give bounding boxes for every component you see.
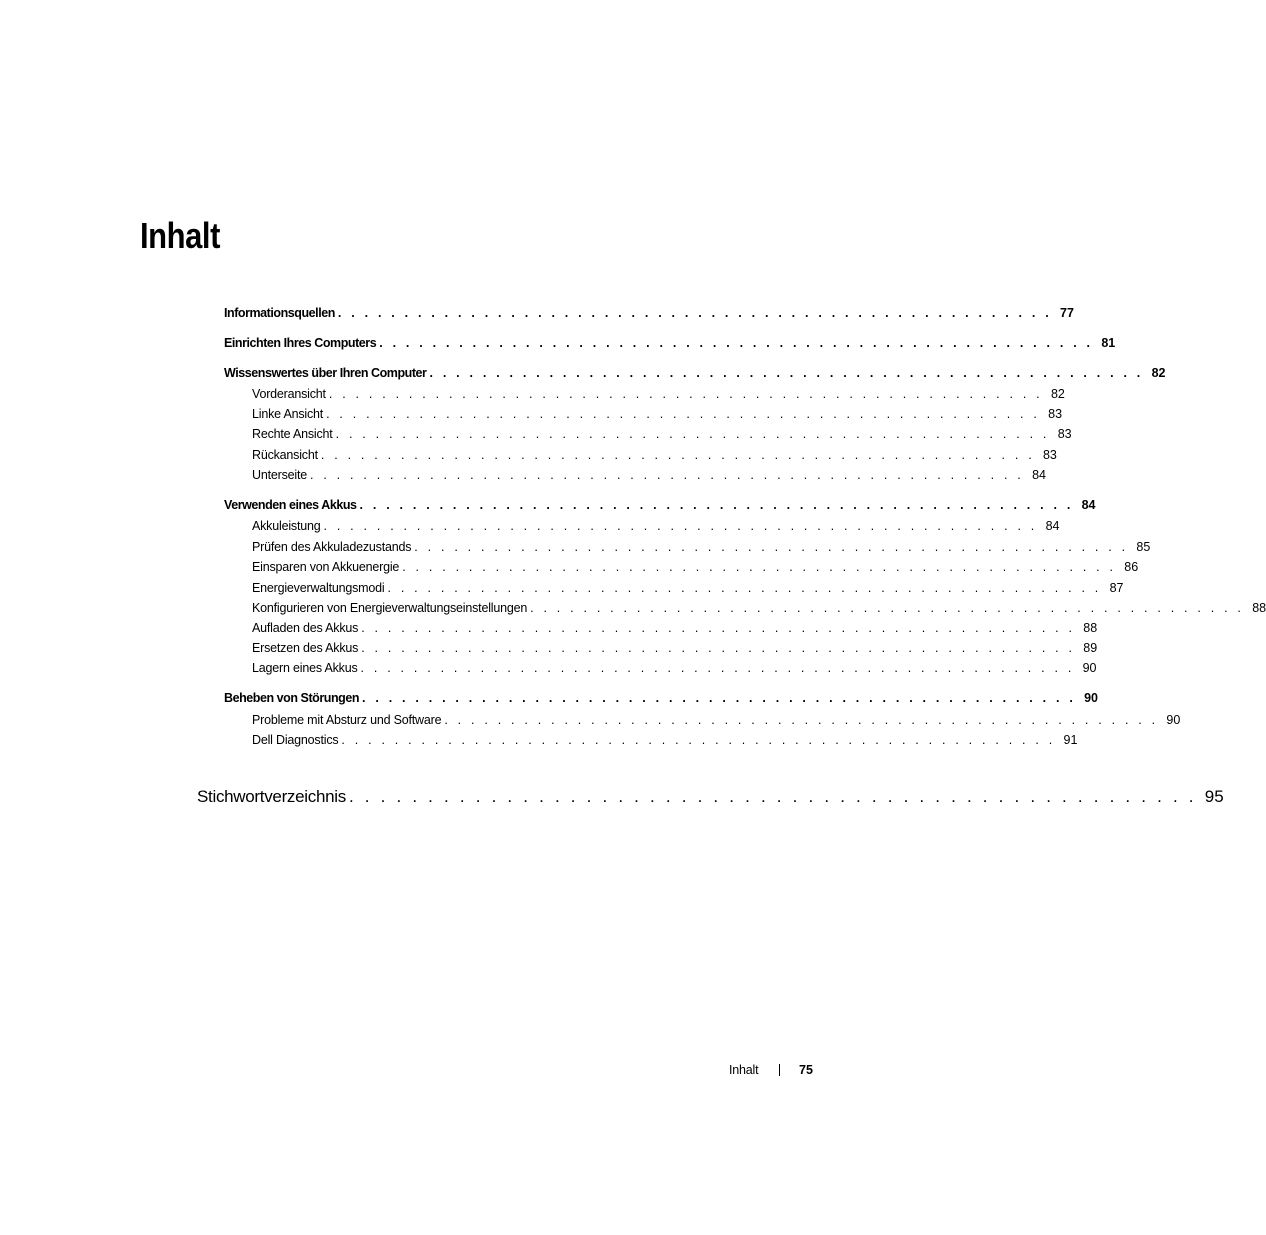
toc-entry-page-number: 84 — [1032, 468, 1046, 482]
dot-leader: . . . . . . . . . . . . . . . . . . . . . . . . . . . . . . . . . . . . . . . . . . . . . . . . . . . . . . — [530, 601, 1245, 615]
page-title: Inhalt — [140, 215, 220, 256]
toc-entry-page-number: 83 — [1048, 407, 1063, 421]
toc-entry-label: Beheben von Störungen — [224, 691, 360, 705]
toc-entry-label: Probleme mit Absturz und Software — [252, 713, 442, 727]
dot-leader: . . . . . . . . . . . . . . . . . . . . . . . . . . . . . . . . . . . . . . . . . . . . . . . . . . . . . . — [379, 336, 1094, 350]
toc-entry-page-number: 84 — [1081, 498, 1096, 512]
toc-entry-label: Konfigurieren von Energieverwaltungseinstellungen — [252, 601, 528, 615]
toc-entry-page-number: 90 — [1166, 713, 1181, 727]
toc-entry-page-number: 82 — [1050, 387, 1065, 401]
toc-subsection-entry[interactable] — [252, 730, 1078, 750]
dot-leader: . . . . . . . . . . . . . . . . . . . . . . . . . . . . . . . . . . . . . . . . . . . . . . . . . . . . . . — [309, 468, 1024, 482]
dot-leader: . . . . . . . . . . . . . . . . . . . . . . . . . . . . . . . . . . . . . . . . . . . . . . . . . . . . . . — [337, 306, 1052, 320]
toc-entry-page-number: 90 — [1082, 661, 1097, 675]
toc-subsection-entry[interactable] — [252, 557, 1139, 577]
dot-leader: . . . . . . . . . . . . . . . . . . . . . . . . . . . . . . . . . . . . . . . . . . . . . . . . . . . . . . — [335, 427, 1050, 441]
toc-entry-page-number: 90 — [1084, 691, 1099, 705]
toc-entry-page-number: 88 — [1083, 621, 1098, 635]
dot-leader: . . . . . . . . . . . . . . . . . . . . . . . . . . . . . . . . . . . . . . . . . . . . . . . . . . . . . . — [359, 498, 1074, 512]
toc-subsection-entry[interactable] — [252, 516, 1060, 536]
toc-subsection-entry[interactable] — [252, 658, 1097, 678]
dot-leader: . . . . . . . . . . . . . . . . . . . . . . . . . . . . . . . . . . . . . . . . . . . . . . . . . . . . . . — [326, 407, 1041, 421]
toc-entry-label: Informationsquellen — [224, 306, 335, 320]
dot-leader: . . . . . . . . . . . . . . . . . . . . . . . . . . . . . . . . . . . . . . . . . . . . . . . . . . . . . . — [323, 519, 1038, 533]
dot-leader: . . . . . . . . . . . . . . . . . . . . . . . . . . . . . . . . . . . . . . . . . . . . . . . . . . . . . . — [360, 661, 1075, 675]
page-footer — [700, 1060, 815, 1080]
toc-entry-label: Wissenswertes über Ihren Computer — [224, 366, 427, 380]
dot-leader: . . . . . . . . . . . . . . . . . . . . . . . . . . . . . . . . . . . . . . . . . . . . . . . . . . . . . . — [320, 448, 1035, 462]
dot-leader: . . . . . . . . . . . . . . . . . . . . . . . . . . . . . . . . . . . . . . . . . . . . . . . . . . . . . . — [414, 540, 1129, 554]
toc-section-entry[interactable] — [224, 363, 1166, 383]
toc-subsection-entry[interactable] — [252, 598, 1266, 618]
toc-entry-label: Lagern eines Akkus — [252, 661, 358, 675]
toc-entry-page-number: 77 — [1060, 306, 1074, 320]
toc-entry-page-number: 86 — [1124, 560, 1139, 574]
toc-entry-label: Rechte Ansicht — [252, 427, 333, 441]
dot-leader: . . . . . . . . . . . . . . . . . . . . . . . . . . . . . . . . . . . . . . . . . . . . . . . . . . . . . . — [402, 560, 1117, 574]
toc-entry-page-number: 87 — [1109, 581, 1124, 595]
dot-leader: . . . . . . . . . . . . . . . . . . . . . . . . . . . . . . . . . . . . . . . . . . . . . . . . . . . . . . — [429, 366, 1144, 380]
toc-entry-page-number: 83 — [1057, 427, 1072, 441]
toc-entry-page-number: 85 — [1136, 540, 1151, 554]
toc-subsection-entry[interactable] — [252, 445, 1057, 465]
dot-leader: . . . . . . . . . . . . . . . . . . . . . . . . . . . . . . . . . . . . . . . . . . . . . . . . . . . . . . — [361, 621, 1076, 635]
toc-entry-label: Einsparen von Akkuenergie — [252, 560, 400, 574]
footer-separator — [779, 1064, 780, 1076]
toc-subsection-entry[interactable] — [252, 384, 1065, 404]
toc-subsection-entry[interactable] — [252, 537, 1151, 557]
dot-leader: . . . . . . . . . . . . . . . . . . . . . . . . . . . . . . . . . . . . . . . . . . . . . . . . . . . . . . — [387, 581, 1102, 595]
dot-leader: . . . . . . . . . . . . . . . . . . . . . . . . . . . . . . . . . . . . . . . . . . . . . . . . . . . . . . — [444, 713, 1159, 727]
toc-entry-page-number: 95 — [1204, 787, 1224, 806]
toc-section-entry[interactable] — [224, 303, 1074, 323]
toc-entry-label: Akkuleistung — [252, 519, 321, 533]
toc-subsection-entry[interactable] — [252, 404, 1063, 424]
toc-entry-label: Einrichten Ihres Computers — [224, 336, 377, 350]
dot-leader: . . . . . . . . . . . . . . . . . . . . . . . . . . . . . . . . . . . . . . . . . . . . . . . . . . . . . . — [362, 691, 1077, 705]
toc-subsection-entry[interactable] — [252, 424, 1072, 444]
toc-section-entry[interactable] — [224, 333, 1116, 353]
dot-leader: . . . . . . . . . . . . . . . . . . . . . . . . . . . . . . . . . . . . . . . . . . . . . . . . . . . . . . — [348, 787, 1197, 806]
toc-subsection-entry[interactable] — [252, 710, 1181, 730]
toc-entry-label: Prüfen des Akkuladezustands — [252, 540, 412, 554]
footer-page-number: 75 — [799, 1063, 813, 1077]
toc-entry-label: Linke Ansicht — [252, 407, 324, 421]
toc-entry-label: Ersetzen des Akkus — [252, 641, 359, 655]
toc-entry-label: Dell Diagnostics — [252, 733, 339, 747]
dot-leader: . . . . . . . . . . . . . . . . . . . . . . . . . . . . . . . . . . . . . . . . . . . . . . . . . . . . . . — [341, 733, 1056, 747]
toc-entry-label: Vorderansicht — [252, 387, 326, 401]
toc-section-entry[interactable] — [224, 495, 1096, 515]
toc-entry-label: Rückansicht — [252, 448, 318, 462]
toc-entry-label: Energieverwaltungsmodi — [252, 581, 385, 595]
toc-subsection-entry[interactable] — [252, 638, 1098, 658]
toc-entry-label: Unterseite — [252, 468, 307, 482]
toc-entry-page-number: 91 — [1063, 733, 1078, 747]
toc-index-entry[interactable] — [197, 784, 1224, 810]
toc-entry-label: Stichwortverzeichnis — [197, 787, 346, 806]
toc-entry-page-number: 89 — [1083, 641, 1098, 655]
toc-subsection-entry[interactable] — [252, 618, 1098, 638]
toc-entry-page-number: 84 — [1045, 519, 1060, 533]
toc-subsection-entry[interactable] — [252, 578, 1124, 598]
toc-section-entry[interactable] — [224, 688, 1099, 708]
toc-entry-page-number: 88 — [1252, 601, 1266, 615]
footer-label: Inhalt — [729, 1063, 759, 1077]
toc-entry-page-number: 83 — [1042, 448, 1057, 462]
dot-leader: . . . . . . . . . . . . . . . . . . . . . . . . . . . . . . . . . . . . . . . . . . . . . . . . . . . . . . — [361, 641, 1076, 655]
toc-entry-label: Verwenden eines Akkus — [224, 498, 357, 512]
dot-leader: . . . . . . . . . . . . . . . . . . . . . . . . . . . . . . . . . . . . . . . . . . . . . . . . . . . . . . — [328, 387, 1043, 401]
toc-entry-page-number: 81 — [1101, 336, 1116, 350]
toc-subsection-entry[interactable] — [252, 465, 1046, 485]
toc-entry-label: Aufladen des Akkus — [252, 621, 359, 635]
toc-entry-page-number: 82 — [1151, 366, 1166, 380]
